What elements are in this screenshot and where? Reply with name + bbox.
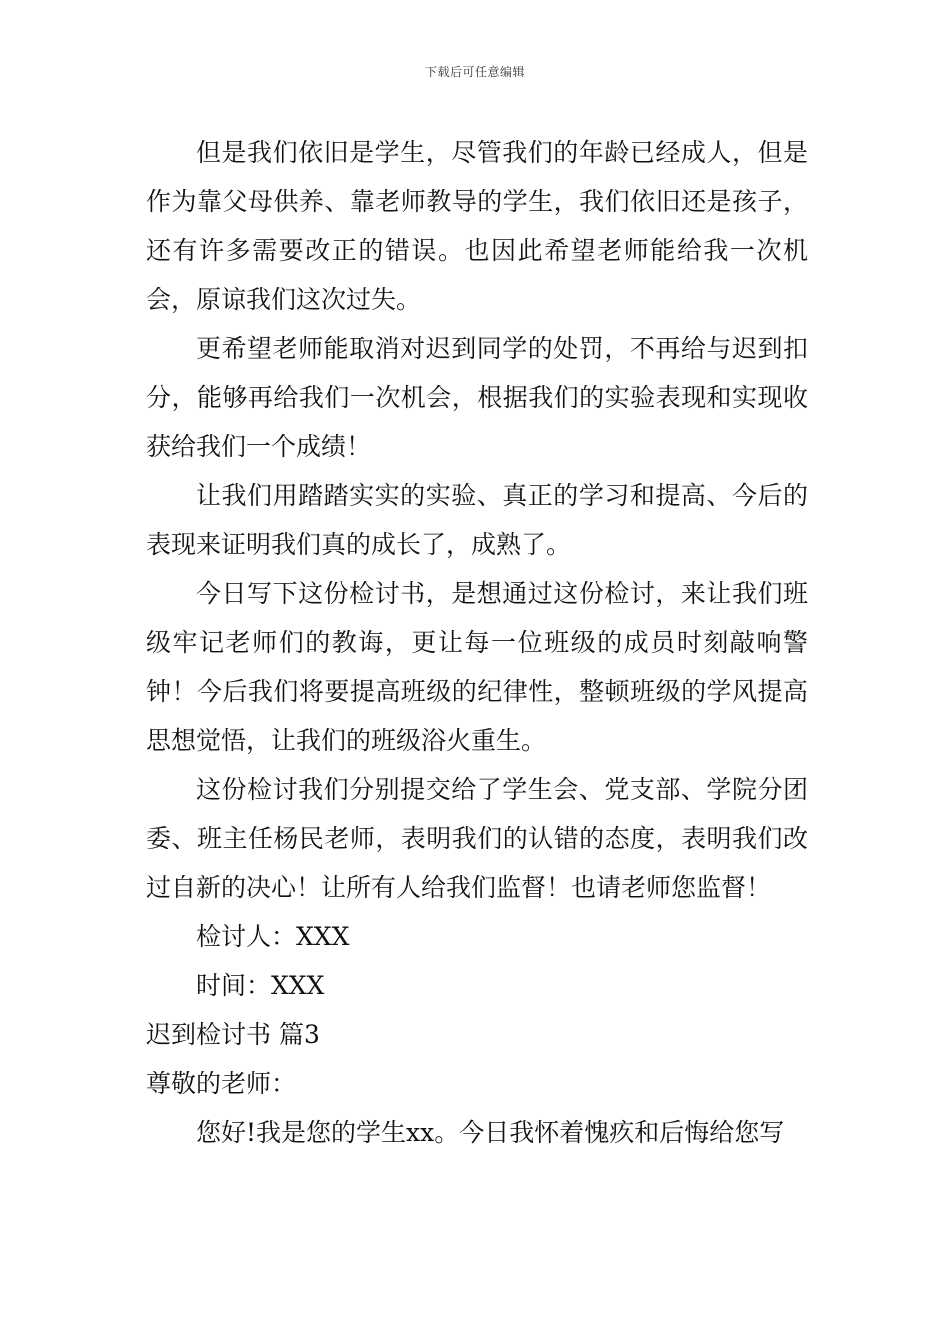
paragraph-4: 今日写下这份检讨书，是想通过这份检讨，来让我们班级牢记老师们的教诲，更让每一位班级的成员时刻敲响警钟！今后我们将要提高班级的纪律性，整顿班级的学风提高思想觉悟，让我们的班级浴火重生。 xyxy=(146,579,808,755)
salutation: 尊敬的老师： xyxy=(146,1069,297,1098)
paragraph-5: 这份检讨我们分别提交给了学生会、党支部、学院分团委、班主任杨民老师，表明我们的认错的态度，表明我们改过自新的决心！让所有人给我们监督！也请老师您监督！ xyxy=(146,775,808,902)
paragraph-1: 但是我们依旧是学生，尽管我们的年龄已经成人，但是作为靠父母供养、靠老师教导的学生，我们依旧还是孩子，还有许多需要改正的错误。也因此希望老师能给我一次机会，原谅我们这次过失。 xyxy=(146,138,808,314)
paragraph-3: 让我们用踏踏实实的实验、真正的学习和提高、今后的表现来证明我们真的成长了，成熟了。 xyxy=(146,481,808,559)
signature-time: 时间：XXX xyxy=(196,971,325,1000)
opening-line: 您好!我是您的学生xx。今日我怀着愧疚和后悔给您写 xyxy=(196,1118,785,1147)
page-header: 下载后可任意编辑 xyxy=(424,65,525,79)
reviewer-signature: 检讨人：XXX xyxy=(196,922,350,951)
section-title: 迟到检讨书 篇3 xyxy=(146,1020,320,1049)
document-body xyxy=(146,128,808,1157)
paragraph-2: 更希望老师能取消对迟到同学的处罚，不再给与迟到扣分，能够再给我们一次机会，根据我们的实验表现和实现收获给我们一个成绩！ xyxy=(146,334,808,461)
